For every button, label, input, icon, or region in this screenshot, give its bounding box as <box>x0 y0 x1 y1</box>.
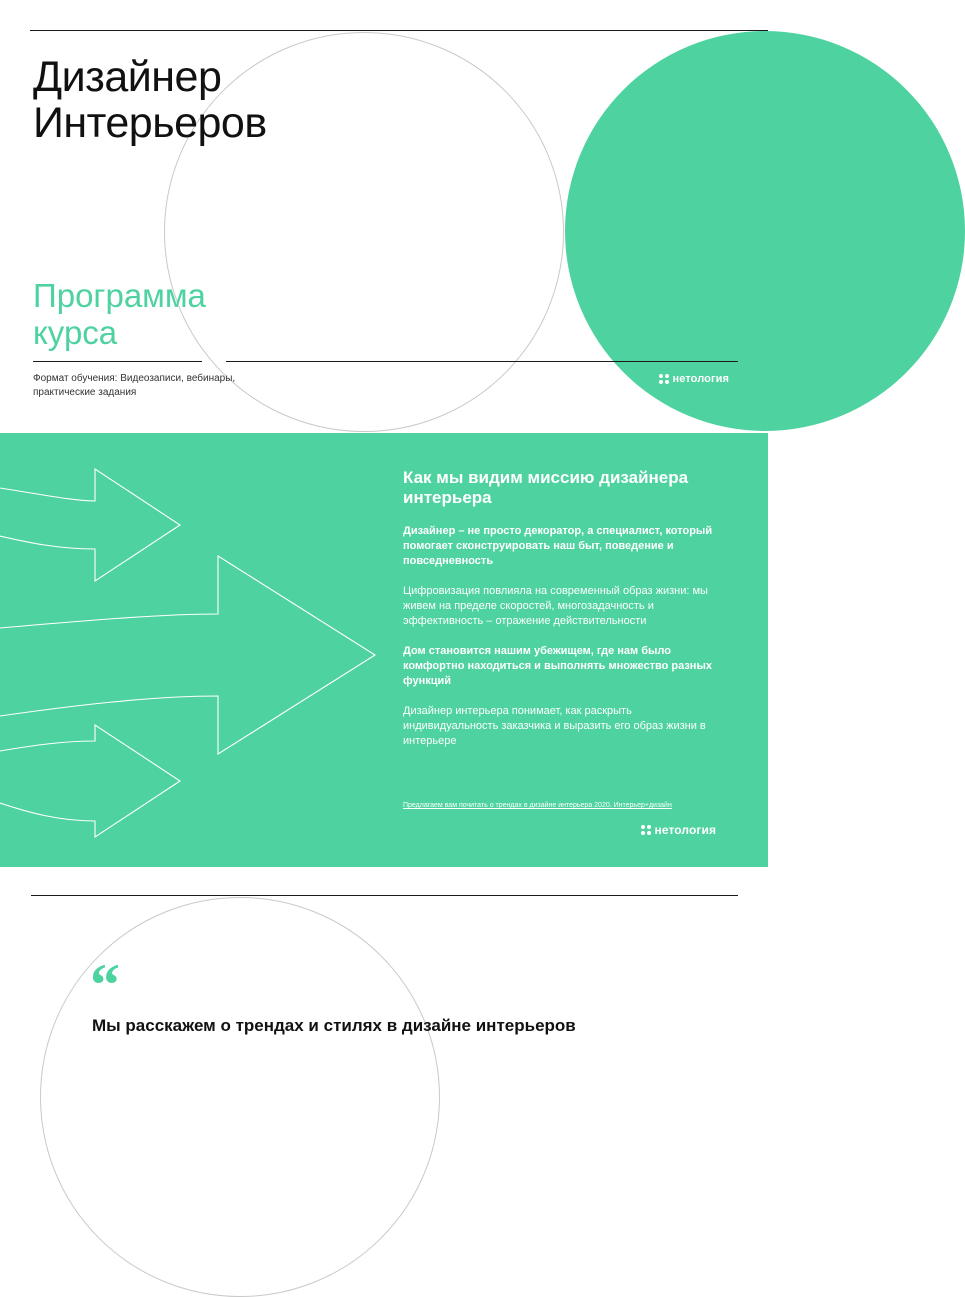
mission-paragraph-3: Дом становится нашим убежищем, где нам было комфортно находиться и выполнять множество разных функций <box>403 645 712 687</box>
mission-heading: Как мы видим миссию дизайнера интерьера <box>403 468 689 507</box>
mission-paragraph-4: Дизайнер интерьера понимает, как раскрыть индивидуальность заказчика и выразить его образ жизни в интерьере <box>403 705 706 747</box>
mission-section <box>0 433 768 867</box>
logo-text: нетология <box>654 823 717 837</box>
arrow-outline-icon <box>0 469 180 581</box>
mission-body <box>403 524 713 764</box>
mission-paragraph-2: Цифровизация повлияла на современный образ жизни: мы живем на пределе скоростей, многозадачность и эффективность – отражение действительности <box>403 585 708 627</box>
right-divider <box>226 361 738 362</box>
quote-text: Мы расскажем о трендах и стилях в дизайне интерьеров <box>92 1016 576 1035</box>
quote-section <box>0 867 768 1035</box>
left-divider <box>33 361 202 362</box>
page-title <box>33 54 267 146</box>
title-line-1: Дизайнер <box>33 53 222 101</box>
trends-link[interactable]: Предлагаем вам почитать о трендах в дизайне интерьера 2020. Интерьер+дизайн <box>403 802 672 809</box>
quote-mark-icon: “ <box>90 952 120 1018</box>
arrow-outline-icon <box>0 556 375 754</box>
title-line-2: Интерьеров <box>33 99 267 147</box>
course-program-heading <box>33 277 206 351</box>
netology-logo-icon <box>659 374 669 384</box>
arrow-outline-icon <box>0 725 180 837</box>
top-divider <box>30 30 768 31</box>
subtitle-line-1: Программа <box>33 277 206 314</box>
mission-paragraph-1: Дизайнер – не просто декоратор, а специалист, который помогает сконструировать наш быт, поведение и повседневность <box>403 525 713 567</box>
decorative-green-circle <box>565 31 965 431</box>
logo-text: нетология <box>672 373 730 385</box>
quote-divider <box>31 895 738 896</box>
netology-logo-mission <box>641 823 716 837</box>
subtitle-line-2: курса <box>33 314 118 351</box>
decorative-arrows <box>0 433 400 867</box>
cover-section <box>0 0 768 433</box>
netology-logo <box>659 373 729 385</box>
format-description: Формат обучения: Видеозаписи, вебинары, практические задания <box>33 373 236 398</box>
netology-logo-icon <box>641 825 651 835</box>
